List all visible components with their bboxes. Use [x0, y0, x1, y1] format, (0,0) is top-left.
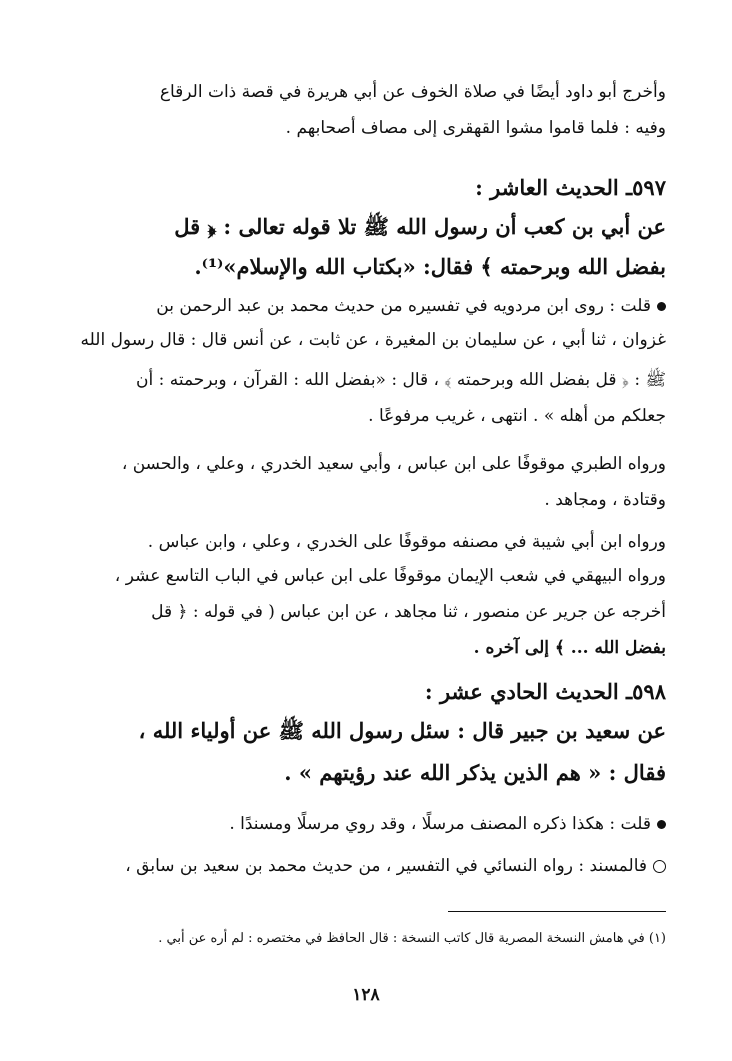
hadith-heading-598: ٥٩٨ـ الحديث الحادي عشر :: [424, 679, 666, 704]
text-line: ﷺ : ﴿ قل بفضل الله وبرحمته ﴾ ، قال : «بفضل الله : القرآن ، وبرحمته : أن: [135, 370, 666, 390]
hadith-heading-597: ٥٩٧ـ الحديث العاشر :: [475, 175, 666, 200]
commentary-text: قلت : هكذا ذكره المصنف مرسلًا ، وقد روي مرسلًا ومسندًا .: [229, 814, 651, 834]
circle-icon: [653, 860, 666, 873]
text-line: ورواه الطبري موقوفًا على ابن عباس ، وأبي سعيد الخدري ، وعلي ، والحسن ،: [121, 454, 666, 474]
text-line: غزوان ، ثنا أبي ، عن سليمان بن المغيرة ، عن ثابت ، عن أنس قال : قال رسول الله: [80, 330, 666, 350]
text-line: ورواه ابن أبي شيبة في مصنفه موقوفًا على الخدري ، وعلي ، وابن عباس .: [147, 532, 666, 552]
footnote: (١) في هامش النسخة المصرية قال كاتب النسخة : قال الحافظ في مختصره : لم أره عن أبي .: [158, 931, 666, 946]
text-line: أخرجه عن جرير عن منصور ، ثنا مجاهد ، عن ابن عباس ( في قوله : ﴿ قل: [151, 602, 666, 622]
commentary-line: [66, 810, 666, 838]
bullet-icon: [657, 820, 666, 829]
text-line: وقتادة ، ومجاهد .: [544, 490, 666, 510]
commentary-line: [66, 292, 666, 320]
text-line: بفضل الله ... ﴾ إلى آخره .: [473, 638, 666, 658]
hadith-text-line: عن أبي بن كعب أن رسول الله ﷺ تلا قوله تعالى : ﴿ قل: [174, 214, 666, 239]
text-line: جعلكم من أهله » . انتهى ، غريب مرفوعًا .: [368, 406, 666, 426]
text-line: وفيه : فلما قاموا مشوا القهقرى إلى مصاف أصحابهم .: [285, 118, 666, 138]
text-line: ورواه البيهقي في شعب الإيمان موقوفًا على ابن عباس في الباب التاسع عشر ،: [114, 566, 666, 586]
hadith-text-line: عن سعيد بن جبير قال : سئل رسول الله ﷺ عن أولياء الله ،: [138, 718, 666, 743]
text-line: وأخرج أبو داود أيضًا في صلاة الخوف عن أبي هريرة في قصة ذات الرقاع: [159, 82, 666, 102]
bullet-icon: [657, 302, 666, 311]
commentary-text: قلت : روى ابن مردويه في تفسيره من حديث محمد بن عبد الرحمن بن: [156, 296, 651, 316]
footnote-divider: [448, 911, 666, 912]
hadith-text-line: بفضل الله وبرحمته ﴾ فقال: «بكتاب الله والإسلام»⁽¹⁾.: [194, 254, 666, 279]
musnad-line: [66, 852, 666, 880]
hadith-text-line: فقال : « هم الذين يذكر الله عند رؤيتهم » .: [284, 760, 666, 785]
musnad-text: فالمسند : رواه النسائي في التفسير ، من حديث محمد بن سعيد بن سابق ،: [125, 856, 647, 876]
page-number: ١٢٨: [352, 985, 380, 1005]
